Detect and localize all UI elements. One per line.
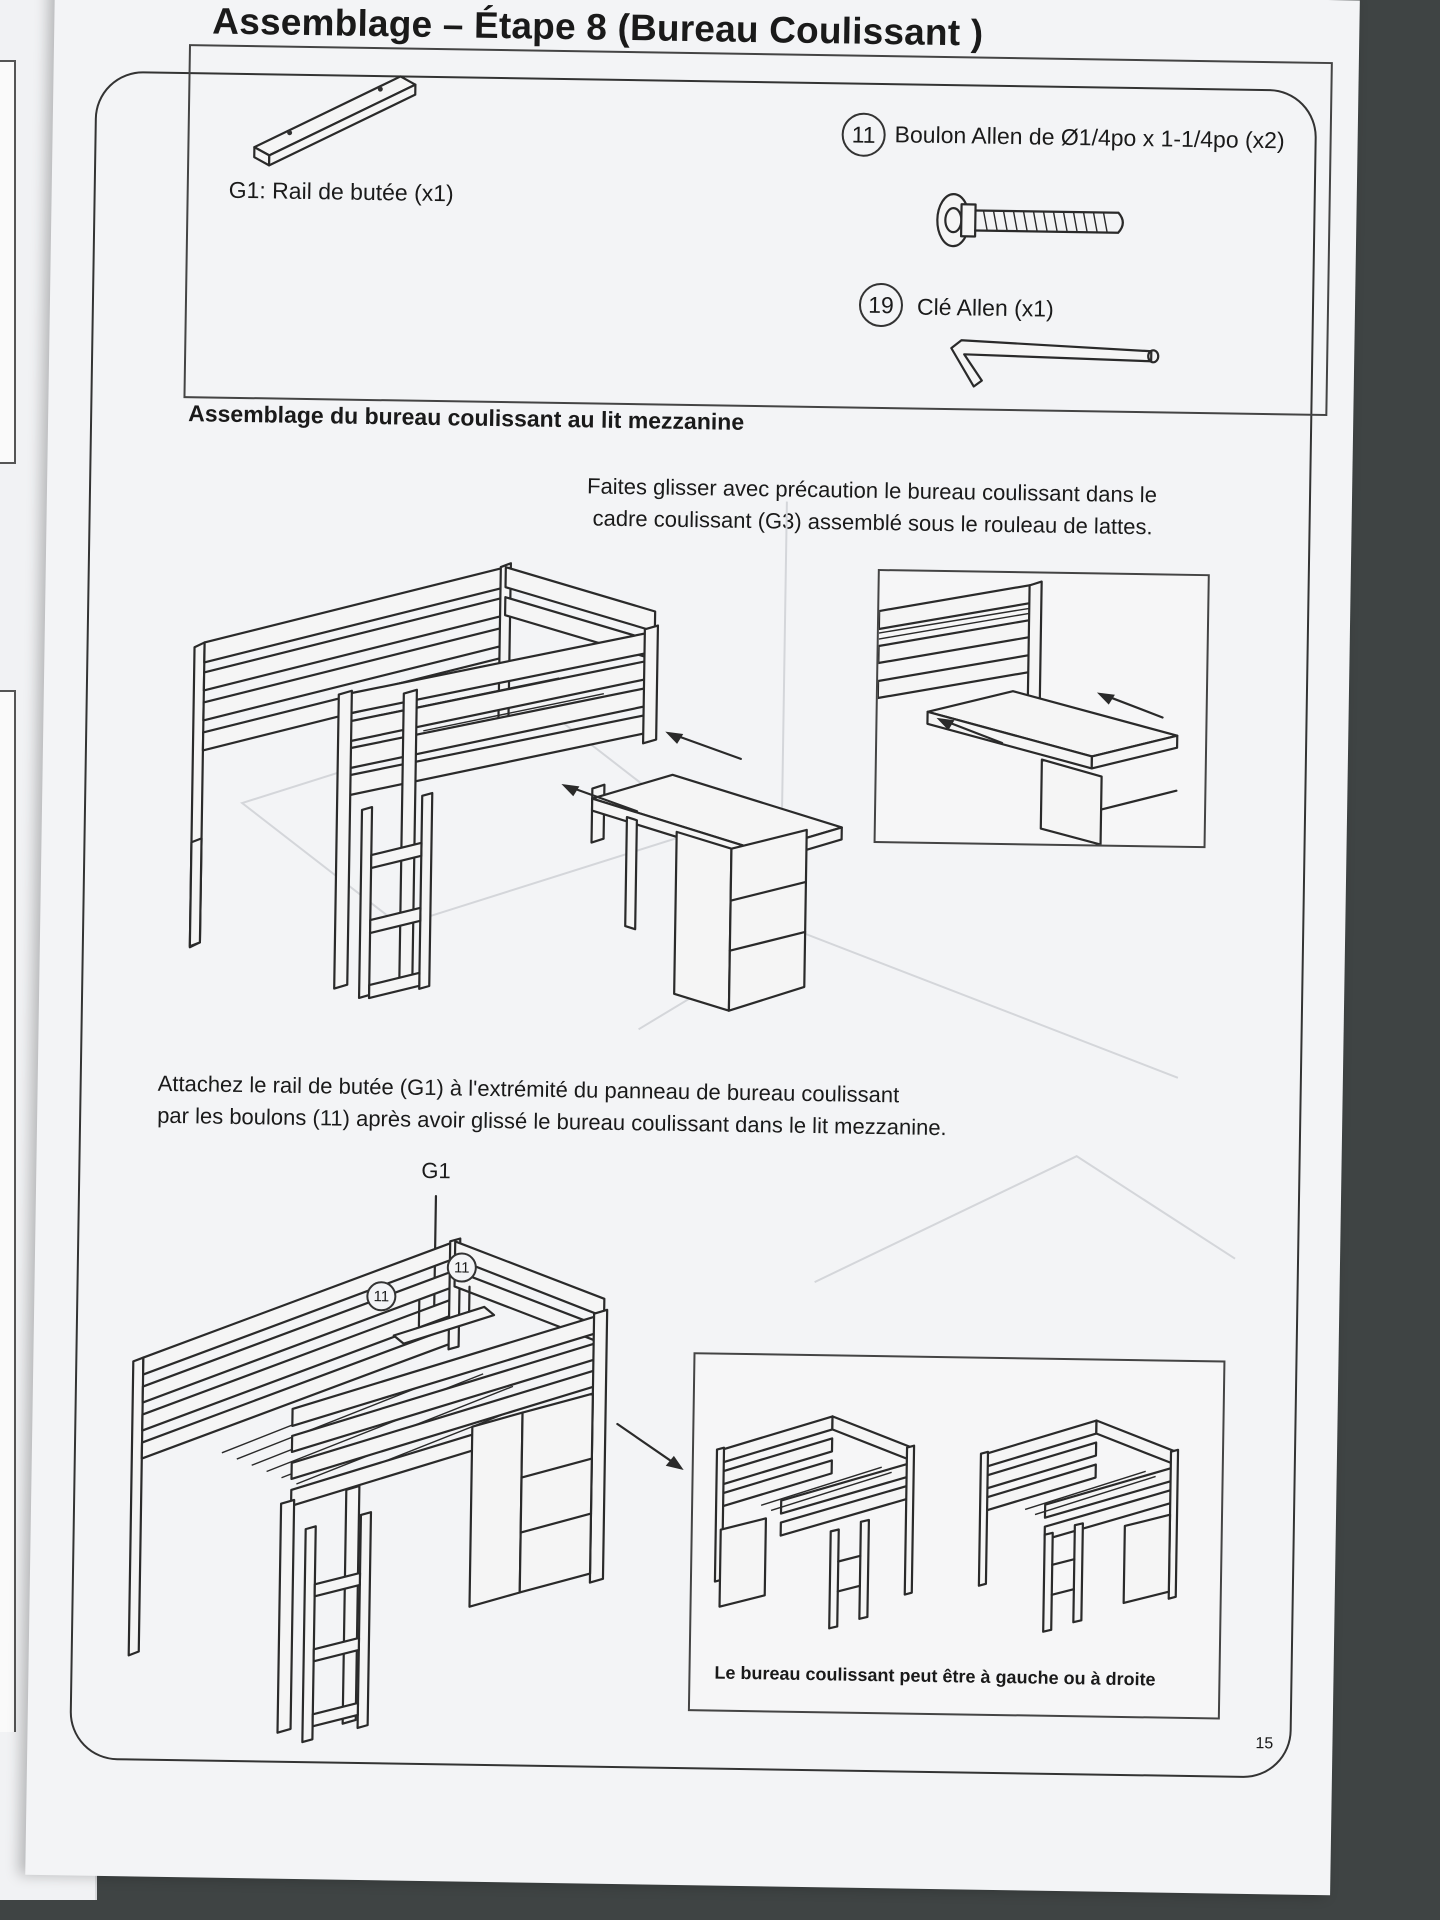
- page-title: Assemblage – Étape 8 (Bureau Coulissant ): [204, 0, 992, 54]
- page-number: 15: [1255, 1735, 1274, 1753]
- g1-label: G1: Rail de butée (x1): [228, 176, 454, 207]
- inset-options-box: [688, 1352, 1226, 1719]
- bed-left-desk-drawing: [709, 1410, 943, 1644]
- bed-right-desk-drawing: [973, 1414, 1207, 1648]
- bolt-callout-right: 11: [447, 1252, 477, 1282]
- arrow-icon: [932, 712, 1013, 753]
- callout-g1: G1: [421, 1157, 451, 1184]
- inset-detail-box: [874, 569, 1210, 848]
- rail-g1-icon: [249, 62, 431, 165]
- inset-caption: Le bureau coulissant peut être à gauche ou à droite: [714, 1662, 1156, 1690]
- arrow-icon: [612, 1419, 693, 1480]
- parts-list-box: [183, 44, 1332, 416]
- manual-page: [25, 0, 1360, 1895]
- key-label: Clé Allen (x1): [916, 293, 1054, 322]
- key-number-badge: 19: [859, 283, 904, 328]
- allen-bolt-icon: [933, 190, 1134, 263]
- arrow-icon: [661, 726, 752, 767]
- instruction-1-line-2: cadre coulissant (G3) assemblé sous le rouleau de lattes.: [592, 505, 1153, 540]
- arrow-icon: [557, 778, 648, 819]
- loft-bed-installed-drawing: [117, 1181, 646, 1749]
- adjacent-page-frame-bottom: [0, 690, 16, 1732]
- instruction-2-line-1: Attachez le rail de butée (G1) à l'extrémité du panneau de bureau coulissant: [157, 1070, 900, 1108]
- arrow-icon: [1092, 686, 1173, 727]
- bolt-label: Boulon Allen de Ø1/4po x 1-1/4po (x2): [894, 121, 1285, 154]
- bolt-callout-left: 11: [366, 1281, 396, 1311]
- adjacent-page-frame-top: [0, 60, 16, 464]
- instruction-2-line-2: par les boulons (11) après avoir glissé le bureau coulissant dans le lit mezzanine.: [156, 1102, 947, 1141]
- bolt-number-badge: 11: [841, 112, 886, 157]
- section-title: Assemblage du bureau coulissant au lit mezzanine: [188, 400, 745, 435]
- instruction-1-line-1: Faites glisser avec précaution le bureau coulissant dans le: [586, 473, 1158, 508]
- allen-key-icon: [946, 328, 1177, 402]
